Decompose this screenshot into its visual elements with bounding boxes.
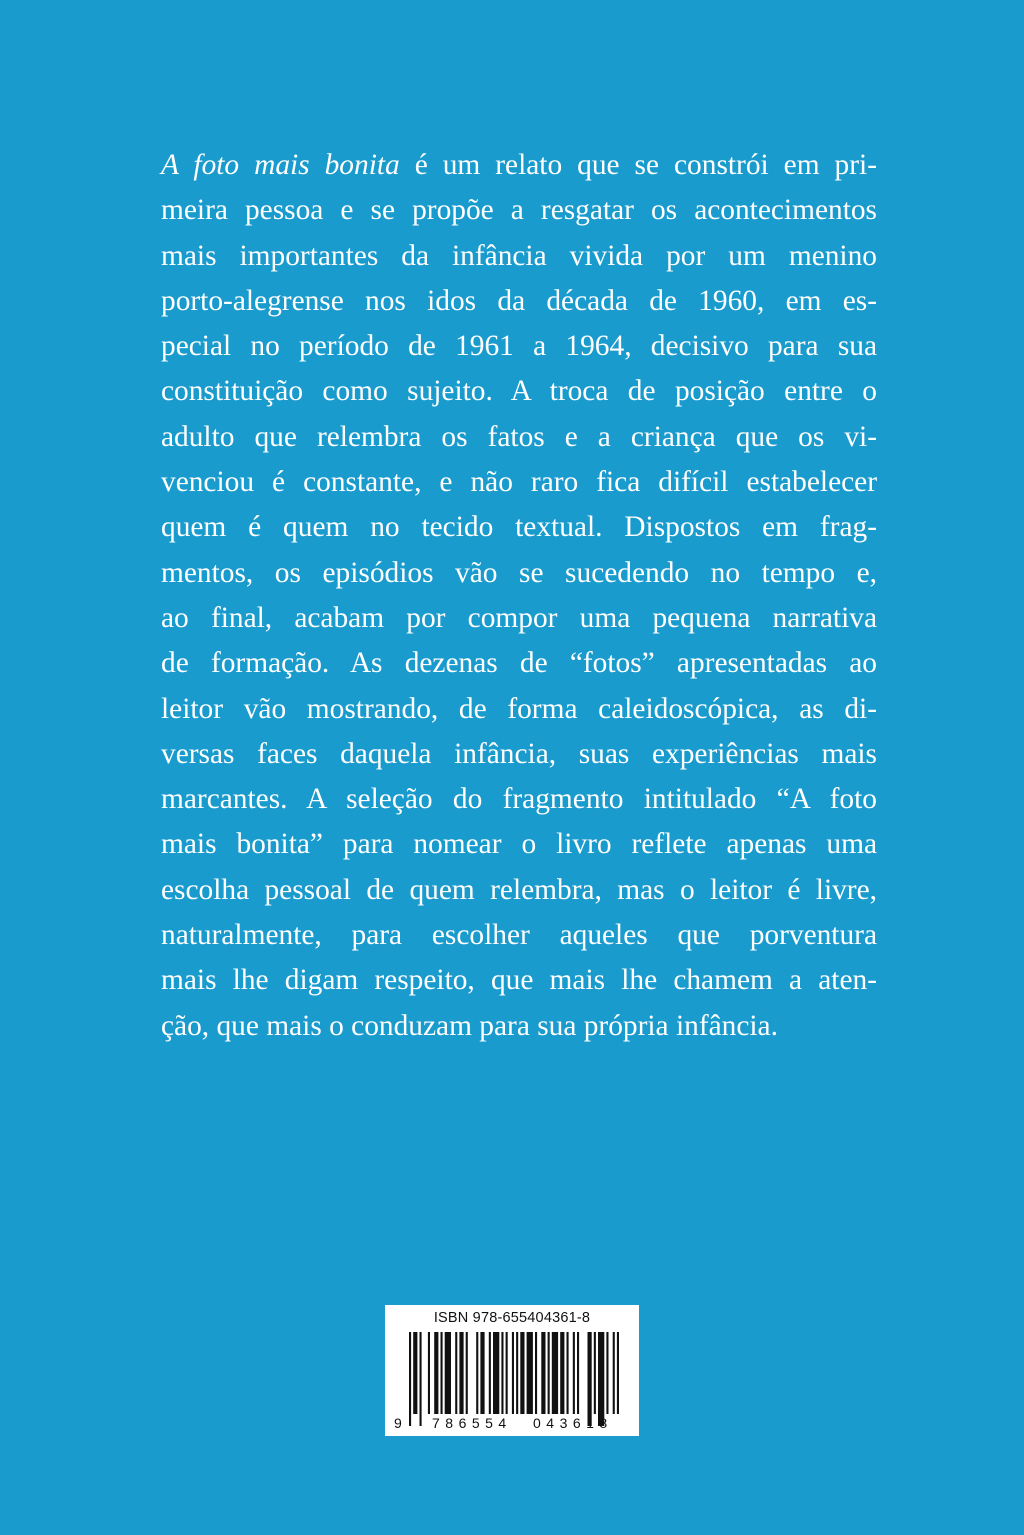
- blurb-line: pecial no período de 1961 a 1964, decisivo para sua: [161, 330, 877, 363]
- barcode-bar: [413, 1332, 417, 1414]
- blurb-line: mentos, os episódios vão se sucedendo no tempo e,: [161, 556, 877, 589]
- blurb-line: porto-alegrense nos idos da década de 1960, em es-: [161, 284, 877, 317]
- barcode-bar: [506, 1332, 508, 1414]
- blurb-line: versas faces daquela infância, suas experiências mais: [161, 737, 877, 770]
- barcode-bar: [445, 1332, 451, 1414]
- book-title-italic: A foto mais bonita: [161, 149, 400, 181]
- barcode-digits-left: 786554: [432, 1415, 512, 1431]
- blurb-line: leitor vão mostrando, de forma caleidoscópica, as di-: [161, 692, 877, 725]
- barcode-bar: [455, 1332, 457, 1414]
- barcode-bar: [594, 1332, 596, 1414]
- blurb-line: mais importantes da infância vivida por um menino: [161, 239, 877, 272]
- blurb-line: quem é quem no tecido textual. Dispostos em frag-: [161, 511, 877, 544]
- blurb-line-text: é um relato que se constrói em pri-: [399, 149, 877, 181]
- barcode-bar: [617, 1332, 619, 1414]
- barcode-bar: [434, 1332, 438, 1414]
- blurb-line: ao final, acabam por compor uma pequena narrativa: [161, 601, 877, 634]
- barcode-digit-first: 9: [394, 1415, 402, 1431]
- blurb-line: mais lhe digam respeito, que mais lhe chamem a aten-: [161, 964, 877, 997]
- barcode-bar: [512, 1332, 514, 1414]
- barcode-bar: [420, 1332, 422, 1426]
- blurb-line: marcantes. A seleção do fragmento intitulado “A foto: [161, 783, 877, 816]
- back-cover-blurb: [161, 143, 877, 1049]
- blurb-line: adulto que relembra os fatos e a criança que os vi-: [161, 420, 877, 453]
- barcode-bar: [552, 1332, 558, 1414]
- barcode-bar: [459, 1332, 463, 1414]
- barcode-bar: [588, 1332, 592, 1426]
- blurb-line: mais bonita” para nomear o livro reflete apenas uma: [161, 828, 877, 861]
- barcode-bar: [466, 1332, 468, 1414]
- barcode-bar: [541, 1332, 545, 1414]
- isbn-barcode-box: [385, 1305, 639, 1436]
- blurb-line: [161, 143, 877, 188]
- isbn-label: ISBN 978-655404361-8: [433, 1310, 591, 1326]
- barcode-bar: [476, 1332, 478, 1414]
- barcode-bar: [598, 1332, 604, 1426]
- barcode-bar: [501, 1332, 503, 1414]
- barcode-bar: [613, 1332, 615, 1414]
- barcode-digits-right: 043618: [533, 1415, 613, 1431]
- barcode-bar: [548, 1332, 550, 1414]
- blurb-line: escolha pessoal de quem relembra, mas o leitor é livre,: [161, 873, 877, 906]
- blurb-line: venciou é constante, e não raro fica difícil estabelecer: [161, 466, 877, 499]
- barcode-bar: [577, 1332, 579, 1414]
- barcode-bar: [480, 1332, 484, 1414]
- barcode-bar: [567, 1332, 569, 1414]
- barcode-bar: [516, 1332, 518, 1414]
- blurb-line: constituição como sujeito. A troca de posição entre o: [161, 375, 877, 408]
- barcode-bar: [428, 1332, 430, 1414]
- blurb-line: meira pessoa e se propõe a resgatar os acontecimentos: [161, 194, 877, 227]
- barcode-bar: [520, 1332, 524, 1414]
- barcode-bar: [489, 1332, 491, 1414]
- blurb-line: naturalmente, para escolher aqueles que porventura: [161, 919, 877, 952]
- barcode-bar: [441, 1332, 443, 1414]
- barcode-bar: [535, 1332, 537, 1414]
- blurb-line: ção, que mais o conduzam para sua própria infância.: [161, 1009, 778, 1042]
- barcode-bar: [409, 1332, 411, 1426]
- barcode-bar: [493, 1332, 499, 1414]
- barcode-bar: [573, 1332, 575, 1414]
- barcode-bar: [527, 1332, 533, 1414]
- barcode-bar: [606, 1332, 608, 1414]
- barcode-bar: [560, 1332, 564, 1414]
- blurb-line: de formação. As dezenas de “fotos” apresentadas ao: [161, 647, 877, 680]
